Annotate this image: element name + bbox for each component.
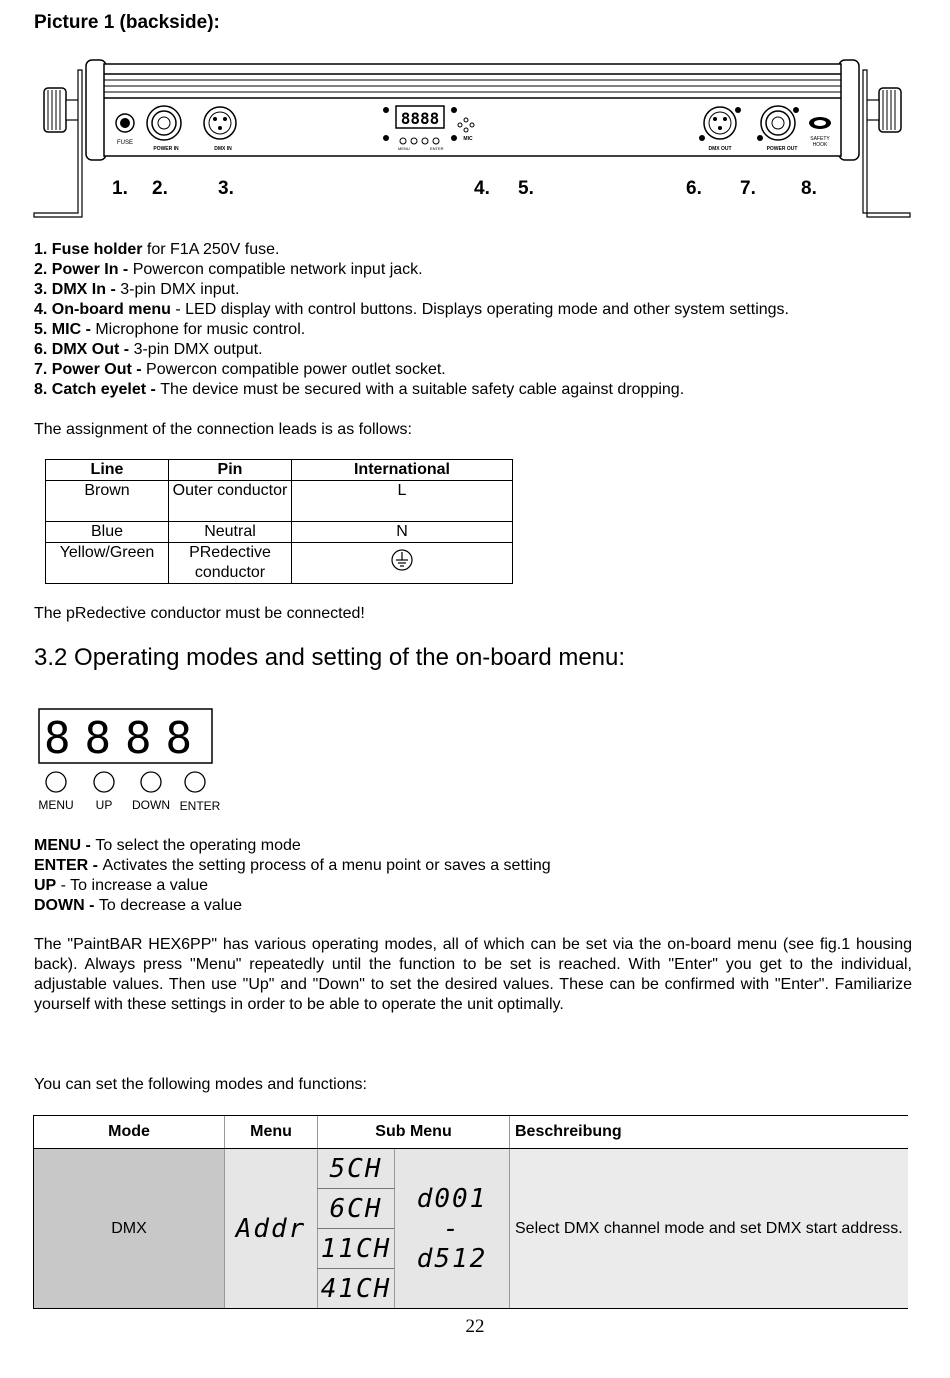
table-header: Mode <box>34 1116 225 1149</box>
callout-2: 2. <box>152 178 168 199</box>
page-number: 22 <box>465 1316 485 1337</box>
callout-4: 4. <box>474 178 490 199</box>
down-button-icon <box>141 772 161 792</box>
panel-label-menu: MENU <box>38 798 74 812</box>
sub-menu-item: 11CH <box>320 1233 392 1264</box>
range-start: d001 <box>416 1183 488 1214</box>
control-panel-diagram <box>34 705 234 817</box>
enter-small-label: ENTER <box>430 146 444 151</box>
power-in-label: POWER IN <box>153 146 179 152</box>
sub-menu-item: 41CH <box>320 1273 392 1304</box>
table-row: Blue Neutral N <box>46 522 513 543</box>
pe-note: The pRedective conductor must be connected! <box>34 605 365 622</box>
callout-7: 7. <box>740 178 756 199</box>
panel-display-digits: 8888 <box>44 713 206 764</box>
callout-5: 5. <box>518 178 534 199</box>
legend-item: 6. DMX Out - 3-pin DMX output. <box>34 341 263 358</box>
table-header: Menu <box>225 1116 318 1149</box>
operating-modes-paragraph: The "PaintBAR HEX6PP" has various operating modes, all of which can be set via the on-board menu (see fig.1 housing back). Always press "Menu" repeatedly until the function to be set is reached. With "Enter" you get to the individual, adjustable values. Then use "Up" and "Down" to set the desired values. These can be confirmed with "Enter". Familiarize yourself with these settings in order to be able to operate the unit optimally. <box>34 936 912 1013</box>
connection-leads-table <box>45 459 513 584</box>
power-out-label: POWER OUT <box>766 146 798 152</box>
legend-item: 8. Catch eyelet - The device must be secured with a suitable safety cable against dropping. <box>34 381 685 398</box>
up-button-icon <box>94 772 114 792</box>
key-item: ENTER - Activates the setting process of a menu point or saves a setting <box>34 857 551 874</box>
table-header: Beschreibung <box>510 1116 909 1149</box>
assignment-text: The assignment of the connection leads is as follows: <box>34 421 412 438</box>
panel-label-up: UP <box>95 798 113 812</box>
key-descriptions <box>34 836 551 916</box>
sub-menu-item: 6CH <box>329 1193 383 1224</box>
menu-addr: Addr <box>235 1213 307 1244</box>
table-header: International <box>292 460 513 481</box>
table-header: Sub Menu <box>318 1116 510 1149</box>
range-end: d512 <box>416 1243 488 1274</box>
panel-label-enter: ENTER <box>179 799 221 813</box>
dmx-out-label: DMX OUT <box>708 146 732 152</box>
key-item: MENU - To select the operating mode <box>34 837 301 854</box>
table-row: Brown Outer conductor L <box>46 481 513 522</box>
right-knob-icon <box>865 88 901 132</box>
callout-1: 1. <box>112 178 128 199</box>
table-header: Line <box>46 460 169 481</box>
table-row: Yellow/Green PRedective conductor <box>46 543 513 584</box>
legend-item: 2. Power In - Powercon compatible network input jack. <box>34 261 423 278</box>
key-item: UP - To increase a value <box>34 877 209 894</box>
sub-menu-item: 5CH <box>329 1153 383 1184</box>
picture-title: Picture 1 (backside): <box>34 12 220 33</box>
mic-label: MIC <box>463 136 473 142</box>
legend-item: 7. Power Out - Powercon compatible power outlet socket. <box>34 361 446 378</box>
legend-item: 4. On-board menu - LED display with control buttons. Displays operating mode and other system settings. <box>34 301 789 318</box>
table-header: Pin <box>169 460 292 481</box>
callout-8: 8. <box>801 178 817 199</box>
mode-description: Select DMX channel mode and set DMX start address. <box>510 1149 909 1309</box>
fuse-label: FUSE <box>116 140 134 146</box>
component-legend <box>34 240 789 400</box>
left-knob-icon <box>44 88 80 132</box>
menu-small-label: MENU <box>398 146 410 151</box>
modes-intro: You can set the following modes and functions: <box>34 1076 367 1093</box>
ground-symbol-icon <box>390 548 414 572</box>
legend-item: 1. Fuse holder for F1A 250V fuse. <box>34 241 280 258</box>
modes-table <box>33 1115 908 1309</box>
legend-item: 5. MIC - Microphone for music control. <box>34 321 306 338</box>
section-title: 3.2 Operating modes and setting of the on-board menu: <box>34 644 626 671</box>
range-separator: - <box>443 1213 461 1244</box>
callout-6: 6. <box>686 178 702 199</box>
safety-label: SAFETY <box>810 136 830 142</box>
legend-item: 3. DMX In - 3-pin DMX input. <box>34 281 240 298</box>
key-item: DOWN - To decrease a value <box>34 897 243 914</box>
enter-button-icon <box>185 772 205 792</box>
hook-label: HOOK <box>812 142 828 148</box>
panel-label-down: DOWN <box>132 798 170 812</box>
device-display-digits: 8888 <box>400 109 440 128</box>
menu-button-icon <box>46 772 66 792</box>
table-row: DMX Addr 5CH d001 - d512 Select DMX channel mode and set DMX start address. <box>34 1149 909 1189</box>
callout-3: 3. <box>218 178 234 199</box>
dmx-in-label: DMX IN <box>214 146 232 152</box>
